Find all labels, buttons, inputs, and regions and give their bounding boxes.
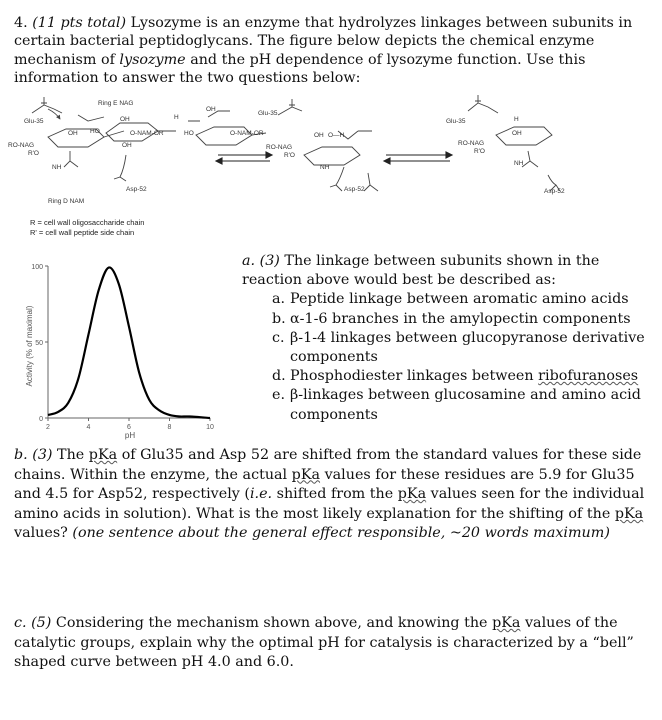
option-a[interactable]: [272, 290, 647, 309]
glu35-label-2: Glu-35: [258, 110, 278, 117]
option-text: β-1-4 linkages between glucopyranose derivative components: [290, 329, 645, 366]
x-tick-label: 10: [206, 424, 214, 431]
nh-label-1: NH: [52, 164, 62, 171]
mechanism-legend: [30, 218, 144, 238]
part-a: [242, 252, 647, 425]
nam-or-label-1: O-NAM-OR: [130, 130, 164, 137]
y-tick-label: 100: [31, 264, 43, 271]
asp52-label-3: Asp-52: [544, 188, 565, 195]
y-axis-label: Activity (% of maximal): [25, 305, 34, 387]
option-letter: b.: [272, 310, 286, 327]
oh-label-3: OH: [122, 142, 132, 149]
pka-term: pKa: [291, 466, 321, 483]
glu35-label-3: Glu-35: [446, 118, 466, 125]
y-tick-label: 0: [39, 416, 43, 423]
part-a-question: The linkage between subunits shown in the reaction above would best be described as:: [242, 253, 600, 289]
o-h-label-1: O—H: [328, 132, 345, 139]
ring-e-label: Ring E NAG: [98, 100, 134, 107]
x-tick-label: 6: [127, 424, 131, 431]
question-number: 4.: [14, 15, 28, 31]
ho-label-1: HO: [90, 128, 100, 135]
part-b-text: values for these residues are 5.9 for Glu35 and 4.5 for Asp52, respectively (: [14, 466, 635, 503]
legend-r: R = cell wall oligosaccharide chain: [30, 218, 145, 227]
oh-label-4: OH: [206, 106, 216, 113]
nh-label-3: NH: [514, 160, 524, 167]
x-tick-label: 8: [167, 424, 172, 431]
equilibrium-arrows-1: [216, 152, 272, 164]
glu35-label-1: Glu-35: [24, 118, 44, 125]
glu-sidechain: [32, 105, 62, 113]
product-ring: [496, 127, 552, 145]
nh-label-2: NH: [320, 164, 330, 171]
part-b-hint: (one sentence about the general effect responsible, ~20 words maximum): [72, 525, 610, 542]
pka-term: pKa: [397, 486, 427, 503]
part-b-text: The: [52, 447, 89, 463]
oh-label-2: OH: [120, 116, 130, 123]
part-c-text: values of the catalytic groups, explain why the optimal pH for catalysis is characterized by a “bell” shaped curve between pH 4.0 and 6.0.: [14, 615, 634, 671]
x-tick-label: 2: [46, 424, 50, 431]
ro-label-3: R'O: [474, 148, 485, 155]
part-b: [14, 446, 650, 544]
ro-nag-label-3: RO-NAG: [458, 140, 484, 147]
ro-label-1: R'O: [28, 150, 39, 157]
oh-label-5: OH: [314, 132, 324, 139]
ie-abbrev: i.e.: [249, 486, 273, 503]
equilibrium-arrows-2: [384, 152, 452, 164]
option-letter: a.: [272, 291, 286, 308]
ro-nag-label-2: RO-NAG: [266, 144, 292, 151]
asp52-label-1: Asp-52: [126, 186, 147, 193]
pka-term: pKa: [492, 615, 521, 631]
carboxyl-glu: [41, 97, 47, 105]
part-c-label: c. (5): [14, 615, 52, 631]
part-c-text: Considering the mechanism shown above, and knowing the: [51, 615, 493, 631]
spellcheck-word: ribofuranoses: [538, 368, 639, 385]
question-4-intro: [14, 14, 650, 87]
part-b-text: shifted from the: [272, 486, 398, 503]
ph-activity-chart: [18, 254, 228, 444]
option-b[interactable]: [272, 310, 647, 329]
option-text: Phosphodiester linkages between: [290, 368, 539, 385]
h-label-2: H: [514, 116, 519, 123]
part-b-text: values?: [14, 525, 73, 542]
part-b-label: b. (3): [14, 447, 53, 463]
intro-text-end: and the pH dependence of lysozyme function. Use this information to answer the two questions below:: [14, 51, 586, 86]
option-text: β-linkages between glucosamine and amino acid components: [290, 387, 641, 423]
part-b-text: values seen for the individual amino acids in solution). What is the most likely explanation for the shifting of the: [14, 486, 645, 522]
answer-options: [242, 290, 647, 424]
points-total: (11 pts total): [32, 15, 127, 31]
y-tick-label: 50: [35, 340, 43, 347]
part-b-text: of Glu35 and Asp 52 are shifted from the standard values for these side chains. Within the enzyme, the actual: [14, 447, 642, 483]
ho-label-2: HO: [184, 130, 194, 137]
nam-or-label-2: O-NAM-OR: [230, 130, 264, 137]
ro-label-2: R'O: [284, 152, 295, 159]
part-a-stem: [242, 252, 647, 290]
oxocarbenium-ring: [304, 147, 360, 165]
h-label-1: H: [174, 114, 179, 121]
option-text: α-1-6 branches in the amylopectin components: [290, 310, 631, 327]
activity-curve: [48, 267, 210, 418]
enzyme-name: lysozyme: [119, 51, 186, 68]
option-letter: c.: [272, 329, 285, 346]
oh-label-1: OH: [68, 130, 78, 137]
ro-nag-label-1: RO-NAG: [8, 142, 34, 149]
option-letter: e.: [272, 387, 286, 404]
option-c[interactable]: [272, 329, 647, 367]
option-text: Peptide linkage between aromatic amino acids: [290, 291, 629, 308]
x-axis-label: pH: [124, 431, 136, 440]
pka-term: pKa: [614, 505, 644, 522]
legend-r-prime: R' = cell wall peptide side chain: [30, 228, 135, 237]
option-letter: d.: [272, 368, 286, 385]
x-tick-label: 4: [86, 424, 91, 431]
asp52-label-2: Asp-52: [344, 186, 365, 193]
oh-label-6: OH: [512, 130, 522, 137]
option-d[interactable]: [272, 367, 647, 386]
ring-d-label: Ring D NAM: [48, 198, 85, 205]
option-e[interactable]: [272, 386, 647, 424]
pka-term: pKa: [88, 447, 118, 463]
intro-text: Lysozyme is an enzyme that hydrolyzes linkages between subunits in certain bacterial peptidoglycans. The figure below depicts the chemical enzyme mechanism of: [14, 15, 633, 68]
part-c: [14, 614, 650, 673]
part-a-label: a. (3): [242, 253, 280, 269]
